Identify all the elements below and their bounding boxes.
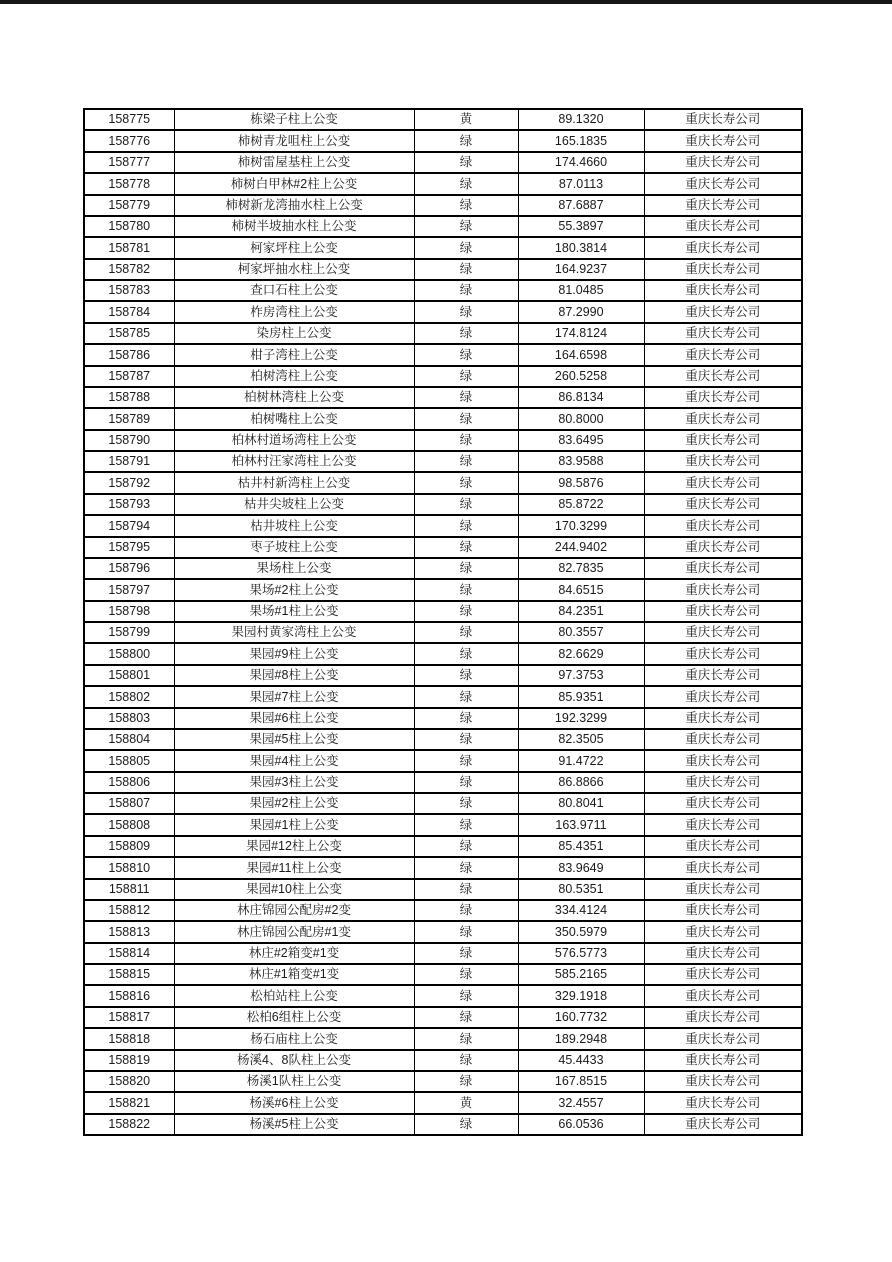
status-cell[interactable]: 绿 [414,579,518,600]
row-id-cell[interactable]: 158780 [84,216,174,237]
transformer-data-table [83,108,803,1136]
row-id-cell[interactable]: 158805 [84,750,174,771]
company-cell[interactable]: 重庆长寿公司 [644,387,802,408]
row-id-cell[interactable]: 158782 [84,259,174,280]
table-row [84,408,802,429]
value-cell[interactable]: 80.8041 [518,793,644,814]
device-name-cell[interactable]: 林庄锦园公配房#2变 [174,900,414,921]
value-cell[interactable]: 164.6598 [518,344,644,365]
transformer-table-body [84,109,802,1135]
company-cell[interactable]: 重庆长寿公司 [644,408,802,429]
company-cell[interactable]: 重庆长寿公司 [644,301,802,322]
table-row [84,344,802,365]
device-name-cell[interactable]: 杨溪#6柱上公变 [174,1092,414,1113]
company-cell[interactable]: 重庆长寿公司 [644,280,802,301]
table-row [84,985,802,1006]
value-cell[interactable]: 192.3299 [518,708,644,729]
device-name-cell[interactable]: 柏树林湾柱上公变 [174,387,414,408]
company-cell[interactable]: 重庆长寿公司 [644,643,802,664]
status-cell[interactable]: 绿 [414,772,518,793]
value-cell[interactable]: 86.8134 [518,387,644,408]
value-cell[interactable]: 329.1918 [518,985,644,1006]
device-name-cell[interactable]: 枯井尖坡柱上公变 [174,494,414,515]
row-id-cell[interactable]: 158808 [84,814,174,835]
company-cell[interactable]: 重庆长寿公司 [644,1071,802,1092]
company-cell[interactable]: 重庆长寿公司 [644,708,802,729]
status-cell[interactable]: 绿 [414,750,518,771]
value-cell[interactable]: 174.8124 [518,323,644,344]
row-id-cell[interactable]: 158777 [84,152,174,173]
table-row [84,216,802,237]
status-cell[interactable]: 绿 [414,216,518,237]
value-cell[interactable]: 167.8515 [518,1071,644,1092]
value-cell[interactable]: 334.4124 [518,900,644,921]
row-id-cell[interactable]: 158807 [84,793,174,814]
status-cell[interactable]: 绿 [414,964,518,985]
device-name-cell[interactable]: 染房柱上公变 [174,323,414,344]
value-cell[interactable]: 80.5351 [518,879,644,900]
row-id-cell[interactable]: 158816 [84,985,174,1006]
table-row [84,366,802,387]
company-cell[interactable]: 重庆长寿公司 [644,857,802,878]
device-name-cell[interactable]: 杨溪#5柱上公变 [174,1114,414,1135]
status-cell[interactable]: 黄 [414,1092,518,1113]
row-id-cell[interactable]: 158803 [84,708,174,729]
company-cell[interactable]: 重庆长寿公司 [644,729,802,750]
table-row [84,772,802,793]
value-cell[interactable]: 45.4433 [518,1050,644,1071]
row-id-cell[interactable]: 158819 [84,1050,174,1071]
row-id-cell[interactable]: 158814 [84,943,174,964]
status-cell[interactable]: 绿 [414,130,518,151]
device-name-cell[interactable]: 柯家坪抽水柱上公变 [174,259,414,280]
company-cell[interactable]: 重庆长寿公司 [644,344,802,365]
status-cell[interactable]: 绿 [414,387,518,408]
status-cell[interactable]: 绿 [414,344,518,365]
company-cell[interactable]: 重庆长寿公司 [644,237,802,258]
device-name-cell[interactable]: 果园#3柱上公变 [174,772,414,793]
status-cell[interactable]: 绿 [414,985,518,1006]
device-name-cell[interactable]: 果园#11柱上公变 [174,857,414,878]
row-id-cell[interactable]: 158794 [84,515,174,536]
value-cell[interactable]: 91.4722 [518,750,644,771]
value-cell[interactable]: 163.9711 [518,814,644,835]
value-cell[interactable]: 84.6515 [518,579,644,600]
value-cell[interactable]: 89.1320 [518,109,644,130]
table-row [84,579,802,600]
table-row [84,1071,802,1092]
device-name-cell[interactable]: 松柏站柱上公变 [174,985,414,1006]
device-name-cell[interactable]: 林庄锦园公配房#1变 [174,921,414,942]
status-cell[interactable]: 绿 [414,259,518,280]
row-id-cell[interactable]: 158781 [84,237,174,258]
device-name-cell[interactable]: 果园#1柱上公变 [174,814,414,835]
row-id-cell[interactable]: 158792 [84,472,174,493]
company-cell[interactable]: 重庆长寿公司 [644,130,802,151]
status-cell[interactable]: 绿 [414,836,518,857]
company-cell[interactable]: 重庆长寿公司 [644,109,802,130]
value-cell[interactable]: 164.9237 [518,259,644,280]
status-cell[interactable]: 黄 [414,109,518,130]
row-id-cell[interactable]: 158776 [84,130,174,151]
device-name-cell[interactable]: 松柏6组柱上公变 [174,1007,414,1028]
value-cell[interactable]: 82.7835 [518,558,644,579]
status-cell[interactable]: 绿 [414,793,518,814]
status-cell[interactable]: 绿 [414,665,518,686]
value-cell[interactable]: 585.2165 [518,964,644,985]
row-id-cell[interactable]: 158799 [84,622,174,643]
table-row [84,323,802,344]
company-cell[interactable]: 重庆长寿公司 [644,814,802,835]
row-id-cell[interactable]: 158801 [84,665,174,686]
table-row [84,964,802,985]
status-cell[interactable]: 绿 [414,857,518,878]
value-cell[interactable]: 165.1835 [518,130,644,151]
device-name-cell[interactable]: 果园#9柱上公变 [174,643,414,664]
status-cell[interactable]: 绿 [414,1071,518,1092]
value-cell[interactable]: 81.0485 [518,280,644,301]
table-row [84,195,802,216]
company-cell[interactable]: 重庆长寿公司 [644,879,802,900]
row-id-cell[interactable]: 158791 [84,451,174,472]
company-cell[interactable]: 重庆长寿公司 [644,1028,802,1049]
row-id-cell[interactable]: 158815 [84,964,174,985]
company-cell[interactable]: 重庆长寿公司 [644,686,802,707]
device-name-cell[interactable]: 果园#10柱上公变 [174,879,414,900]
value-cell[interactable]: 55.3897 [518,216,644,237]
row-id-cell[interactable]: 158784 [84,301,174,322]
device-name-cell[interactable]: 柯家坪柱上公变 [174,237,414,258]
row-id-cell[interactable]: 158793 [84,494,174,515]
row-id-cell[interactable]: 158809 [84,836,174,857]
table-row [84,921,802,942]
device-name-cell[interactable]: 柑子湾柱上公变 [174,344,414,365]
device-name-cell[interactable]: 栋梁子柱上公变 [174,109,414,130]
value-cell[interactable]: 97.3753 [518,665,644,686]
table-row [84,152,802,173]
value-cell[interactable]: 160.7732 [518,1007,644,1028]
device-name-cell[interactable]: 果园#6柱上公变 [174,708,414,729]
status-cell[interactable]: 绿 [414,237,518,258]
device-name-cell[interactable]: 果园#12柱上公变 [174,836,414,857]
table-row [84,558,802,579]
value-cell[interactable]: 87.0113 [518,173,644,194]
status-cell[interactable]: 绿 [414,472,518,493]
row-id-cell[interactable]: 158820 [84,1071,174,1092]
table-row [84,130,802,151]
company-cell[interactable]: 重庆长寿公司 [644,772,802,793]
company-cell[interactable]: 重庆长寿公司 [644,750,802,771]
row-id-cell[interactable]: 158789 [84,408,174,429]
value-cell[interactable]: 170.3299 [518,515,644,536]
company-cell[interactable]: 重庆长寿公司 [644,259,802,280]
table-row [84,814,802,835]
table-row [84,793,802,814]
device-name-cell[interactable]: 枣子坡柱上公变 [174,537,414,558]
table-row [84,622,802,643]
table-row [84,729,802,750]
status-cell[interactable]: 绿 [414,921,518,942]
company-cell[interactable]: 重庆长寿公司 [644,323,802,344]
device-name-cell[interactable]: 柿树半坡抽水柱上公变 [174,216,414,237]
row-id-cell[interactable]: 158797 [84,579,174,600]
device-name-cell[interactable]: 查口石柱上公变 [174,280,414,301]
device-name-cell[interactable]: 果园#5柱上公变 [174,729,414,750]
table-row [84,643,802,664]
row-id-cell[interactable]: 158795 [84,537,174,558]
row-id-cell[interactable]: 158812 [84,900,174,921]
status-cell[interactable]: 绿 [414,708,518,729]
value-cell[interactable]: 350.5979 [518,921,644,942]
company-cell[interactable]: 重庆长寿公司 [644,173,802,194]
device-name-cell[interactable]: 柏林村道场湾柱上公变 [174,430,414,451]
table-row [84,173,802,194]
device-name-cell[interactable]: 枯井村新湾柱上公变 [174,472,414,493]
status-cell[interactable]: 绿 [414,280,518,301]
table-row [84,1007,802,1028]
value-cell[interactable]: 82.6629 [518,643,644,664]
row-id-cell[interactable]: 158804 [84,729,174,750]
row-id-cell[interactable]: 158779 [84,195,174,216]
company-cell[interactable]: 重庆长寿公司 [644,1114,802,1135]
device-name-cell[interactable]: 枯井坡柱上公变 [174,515,414,536]
row-id-cell[interactable]: 158775 [84,109,174,130]
row-id-cell[interactable]: 158818 [84,1028,174,1049]
table-row [84,259,802,280]
company-cell[interactable]: 重庆长寿公司 [644,430,802,451]
device-name-cell[interactable]: 杨溪4、8队柱上公变 [174,1050,414,1071]
value-cell[interactable]: 83.9649 [518,857,644,878]
company-cell[interactable]: 重庆长寿公司 [644,216,802,237]
row-id-cell[interactable]: 158788 [84,387,174,408]
row-id-cell[interactable]: 158806 [84,772,174,793]
value-cell[interactable]: 174.4660 [518,152,644,173]
device-name-cell[interactable]: 果园#4柱上公变 [174,750,414,771]
company-cell[interactable]: 重庆长寿公司 [644,152,802,173]
device-name-cell[interactable]: 果园村黄家湾柱上公变 [174,622,414,643]
status-cell[interactable]: 绿 [414,537,518,558]
company-cell[interactable]: 重庆长寿公司 [644,601,802,622]
row-id-cell[interactable]: 158821 [84,1092,174,1113]
table-row [84,451,802,472]
status-cell[interactable]: 绿 [414,686,518,707]
row-id-cell[interactable]: 158796 [84,558,174,579]
row-id-cell[interactable]: 158802 [84,686,174,707]
device-name-cell[interactable]: 柿树青龙咀柱上公变 [174,130,414,151]
status-cell[interactable]: 绿 [414,729,518,750]
row-id-cell[interactable]: 158811 [84,879,174,900]
value-cell[interactable]: 66.0536 [518,1114,644,1135]
table-row [84,900,802,921]
table-row [84,686,802,707]
device-name-cell[interactable]: 柏林村汪家湾柱上公变 [174,451,414,472]
value-cell[interactable]: 260.5258 [518,366,644,387]
value-cell[interactable]: 85.4351 [518,836,644,857]
row-id-cell[interactable]: 158783 [84,280,174,301]
table-row [84,943,802,964]
table-row [84,537,802,558]
company-cell[interactable]: 重庆长寿公司 [644,579,802,600]
table-row [84,109,802,130]
company-cell[interactable]: 重庆长寿公司 [644,195,802,216]
value-cell[interactable]: 87.6887 [518,195,644,216]
value-cell[interactable]: 86.8866 [518,772,644,793]
value-cell[interactable]: 189.2948 [518,1028,644,1049]
status-cell[interactable]: 绿 [414,408,518,429]
table-row [84,430,802,451]
value-cell[interactable]: 244.9402 [518,537,644,558]
device-name-cell[interactable]: 杨石庙柱上公变 [174,1028,414,1049]
row-id-cell[interactable]: 158785 [84,323,174,344]
status-cell[interactable]: 绿 [414,879,518,900]
table-row [84,301,802,322]
row-id-cell[interactable]: 158817 [84,1007,174,1028]
status-cell[interactable]: 绿 [414,814,518,835]
value-cell[interactable]: 180.3814 [518,237,644,258]
table-row [84,280,802,301]
company-cell[interactable]: 重庆长寿公司 [644,451,802,472]
table-row [84,237,802,258]
status-cell[interactable]: 绿 [414,494,518,515]
row-id-cell[interactable]: 158813 [84,921,174,942]
value-cell[interactable]: 576.5773 [518,943,644,964]
device-name-cell[interactable]: 柿树新龙湾抽水柱上公变 [174,195,414,216]
status-cell[interactable]: 绿 [414,195,518,216]
company-cell[interactable]: 重庆长寿公司 [644,900,802,921]
value-cell[interactable]: 82.3505 [518,729,644,750]
table-row [84,1114,802,1135]
row-id-cell[interactable]: 158800 [84,643,174,664]
status-cell[interactable]: 绿 [414,558,518,579]
value-cell[interactable]: 83.9588 [518,451,644,472]
value-cell[interactable]: 85.9351 [518,686,644,707]
table-row [84,857,802,878]
row-id-cell[interactable]: 158787 [84,366,174,387]
status-cell[interactable]: 绿 [414,601,518,622]
table-row [84,494,802,515]
company-cell[interactable]: 重庆长寿公司 [644,1007,802,1028]
company-cell[interactable]: 重庆长寿公司 [644,985,802,1006]
row-id-cell[interactable]: 158822 [84,1114,174,1135]
company-cell[interactable]: 重庆长寿公司 [644,793,802,814]
company-cell[interactable]: 重庆长寿公司 [644,494,802,515]
status-cell[interactable]: 绿 [414,430,518,451]
row-id-cell[interactable]: 158778 [84,173,174,194]
value-cell[interactable]: 87.2990 [518,301,644,322]
table-row [84,750,802,771]
value-cell[interactable]: 84.2351 [518,601,644,622]
company-cell[interactable]: 重庆长寿公司 [644,943,802,964]
value-cell[interactable]: 85.8722 [518,494,644,515]
company-cell[interactable]: 重庆长寿公司 [644,1050,802,1071]
value-cell[interactable]: 80.3557 [518,622,644,643]
table-row [84,472,802,493]
transformer-table-container [83,108,803,1136]
table-row [84,515,802,536]
status-cell[interactable]: 绿 [414,1050,518,1071]
device-name-cell[interactable]: 果园#8柱上公变 [174,665,414,686]
top-black-bar [0,0,892,4]
company-cell[interactable]: 重庆长寿公司 [644,964,802,985]
device-name-cell[interactable]: 林庄#2箱变#1变 [174,943,414,964]
device-name-cell[interactable]: 柏树湾柱上公变 [174,366,414,387]
status-cell[interactable]: 绿 [414,323,518,344]
table-row [84,387,802,408]
table-row [84,601,802,622]
company-cell[interactable]: 重庆长寿公司 [644,921,802,942]
status-cell[interactable]: 绿 [414,643,518,664]
device-name-cell[interactable]: 柿树雷屋基柱上公变 [174,152,414,173]
status-cell[interactable]: 绿 [414,515,518,536]
company-cell[interactable]: 重庆长寿公司 [644,472,802,493]
status-cell[interactable]: 绿 [414,1028,518,1049]
device-name-cell[interactable]: 果园#7柱上公变 [174,686,414,707]
table-row [84,1028,802,1049]
row-id-cell[interactable]: 158798 [84,601,174,622]
company-cell[interactable]: 重庆长寿公司 [644,622,802,643]
table-row [84,1050,802,1071]
status-cell[interactable]: 绿 [414,301,518,322]
device-name-cell[interactable]: 果场#1柱上公变 [174,601,414,622]
row-id-cell[interactable]: 158790 [84,430,174,451]
device-name-cell[interactable]: 柞房湾柱上公变 [174,301,414,322]
device-name-cell[interactable]: 果场柱上公变 [174,558,414,579]
row-id-cell[interactable]: 158786 [84,344,174,365]
status-cell[interactable]: 绿 [414,1007,518,1028]
company-cell[interactable]: 重庆长寿公司 [644,836,802,857]
value-cell[interactable]: 98.5876 [518,472,644,493]
value-cell[interactable]: 80.8000 [518,408,644,429]
table-row [84,836,802,857]
status-cell[interactable]: 绿 [414,1114,518,1135]
status-cell[interactable]: 绿 [414,173,518,194]
row-id-cell[interactable]: 158810 [84,857,174,878]
value-cell[interactable]: 32.4557 [518,1092,644,1113]
company-cell[interactable]: 重庆长寿公司 [644,558,802,579]
status-cell[interactable]: 绿 [414,943,518,964]
status-cell[interactable]: 绿 [414,366,518,387]
status-cell[interactable]: 绿 [414,900,518,921]
table-row [84,1092,802,1113]
company-cell[interactable]: 重庆长寿公司 [644,515,802,536]
table-row [84,708,802,729]
device-name-cell[interactable]: 林庄#1箱变#1变 [174,964,414,985]
company-cell[interactable]: 重庆长寿公司 [644,537,802,558]
device-name-cell[interactable]: 果园#2柱上公变 [174,793,414,814]
company-cell[interactable]: 重庆长寿公司 [644,366,802,387]
device-name-cell[interactable]: 柏树嘴柱上公变 [174,408,414,429]
status-cell[interactable]: 绿 [414,451,518,472]
table-row [84,665,802,686]
device-name-cell[interactable]: 果场#2柱上公变 [174,579,414,600]
table-row [84,879,802,900]
company-cell[interactable]: 重庆长寿公司 [644,1092,802,1113]
status-cell[interactable]: 绿 [414,152,518,173]
company-cell[interactable]: 重庆长寿公司 [644,665,802,686]
device-name-cell[interactable]: 柿树白甲林#2柱上公变 [174,173,414,194]
status-cell[interactable]: 绿 [414,622,518,643]
value-cell[interactable]: 83.6495 [518,430,644,451]
device-name-cell[interactable]: 杨溪1队柱上公变 [174,1071,414,1092]
